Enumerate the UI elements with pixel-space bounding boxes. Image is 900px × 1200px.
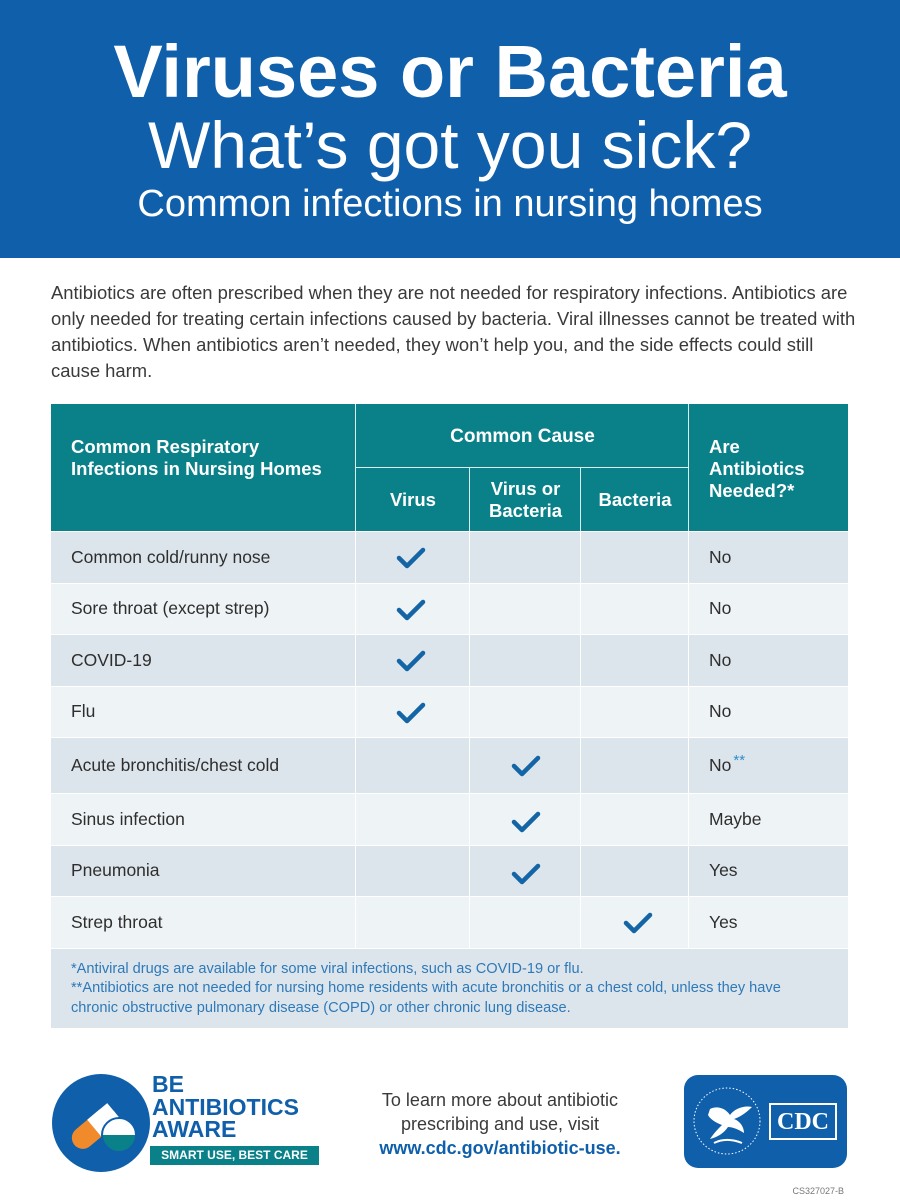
infection-name: Flu: [71, 701, 96, 722]
table-row: [51, 845, 848, 897]
checkmark-icon: [511, 754, 541, 778]
infection-name: Acute bronchitis/chest cold: [71, 755, 280, 775]
table-row: [51, 793, 848, 845]
footnote-marker: **: [733, 752, 746, 769]
answer-text: Yes: [709, 911, 738, 932]
wordmark-line: BE: [152, 1071, 184, 1097]
answer-text: No: [709, 755, 732, 775]
antibiotics-answer: [709, 846, 738, 897]
wordmark-line: AWARE: [152, 1116, 237, 1142]
column-divider: [580, 897, 581, 948]
column-divider: [580, 532, 581, 583]
infection-table: [51, 404, 848, 1028]
header-antibiotics-needed: Are Antibiotics Needed?*: [709, 436, 805, 501]
header-divider: [469, 468, 470, 531]
checkmark-icon: [623, 911, 653, 935]
column-divider: [355, 584, 356, 635]
column-divider: [355, 687, 356, 738]
infection-name: Common cold/runny nose: [71, 546, 271, 567]
column-divider: [469, 687, 470, 738]
header-divider: [356, 467, 689, 468]
table-row: [51, 583, 848, 635]
column-divider: [688, 738, 689, 793]
cdc-url-link[interactable]: www.cdc.gov/antibiotic-use.: [379, 1138, 621, 1158]
column-divider: [580, 738, 581, 793]
table-row: [51, 634, 848, 686]
antibiotics-answer: [709, 897, 738, 948]
learn-more-text: To learn more about antibiotic prescribing and use, visit: [381, 1090, 619, 1134]
cdc-wordmark: CDC: [769, 1103, 837, 1140]
checkmark-icon: [396, 701, 426, 725]
answer-text: No: [709, 598, 732, 619]
hhs-eagle-seal-icon: [688, 1079, 766, 1164]
header-bacteria: Bacteria: [598, 488, 672, 510]
antibiotics-answer: [709, 738, 745, 793]
answer-text: No: [709, 546, 732, 567]
document-code: CS327027-B: [792, 1186, 844, 1196]
column-divider: [355, 738, 356, 793]
cdc-logo: [684, 1075, 847, 1168]
infection-name: Strep throat: [71, 911, 163, 932]
column-divider: [355, 635, 356, 686]
column-divider: [580, 794, 581, 845]
answer-text: Yes: [709, 860, 738, 881]
column-divider: [469, 635, 470, 686]
checkmark-icon: [396, 649, 426, 673]
intro-paragraph: Antibiotics are often prescribed when they are not needed for respiratory infections. Antibiotics are only needed for treating certain infections caused by bacteria. Viral illnesses cannot be treated with antibiotics. When antibiotics aren’t needed, they won’t help you, and the side effects could still cause harm.: [51, 282, 856, 381]
antibiotics-answer: [709, 794, 762, 845]
footnote-bronchitis: **Antibiotics are not needed for nursing home residents with acute bronchitis or a chest cold, unless they have chronic obstructive pulmonary disease (COPD) or other chronic lung disease.: [71, 980, 781, 1016]
column-divider: [469, 846, 470, 897]
column-divider: [580, 584, 581, 635]
wordmark-line: ANTIBIOTICS: [152, 1093, 299, 1120]
be-antibiotics-aware-wordmark: [152, 1073, 299, 1141]
column-divider: [688, 687, 689, 738]
answer-text: No: [709, 701, 732, 722]
antibiotics-answer: [709, 584, 731, 635]
header-common-cause: Common Cause: [450, 426, 595, 447]
learn-more: [345, 1088, 655, 1160]
antibiotics-answer: [709, 532, 731, 583]
column-divider: [355, 532, 356, 583]
table-row: [51, 531, 848, 583]
column-divider: [688, 846, 689, 897]
column-divider: [688, 897, 689, 948]
infection-name: Sinus infection: [71, 808, 185, 829]
header-infections: Common Respiratory Infections in Nursing Homes: [71, 436, 322, 479]
infection-name: Pneumonia: [71, 860, 160, 881]
smart-use-badge: SMART USE, BEST CARE: [150, 1146, 319, 1165]
page-subtitle: What’s got you sick?: [147, 108, 753, 182]
checkmark-icon: [396, 546, 426, 570]
column-divider: [580, 687, 581, 738]
column-divider: [688, 532, 689, 583]
table-header: [51, 404, 848, 531]
answer-text: Maybe: [709, 808, 762, 829]
table-row: [51, 737, 848, 793]
header-banner: [0, 0, 900, 258]
answer-text: No: [709, 649, 732, 670]
column-divider: [469, 532, 470, 583]
antibiotics-answer: [709, 687, 731, 738]
infection-name: COVID-19: [71, 649, 152, 670]
table-row: [51, 686, 848, 738]
page-tagline: Common infections in nursing homes: [137, 183, 763, 225]
footnote-antiviral: *Antiviral drugs are available for some viral infections, such as COVID-19 or flu.: [71, 960, 584, 977]
column-divider: [355, 794, 356, 845]
be-antibiotics-aware-logo-icon: [51, 1073, 151, 1173]
antibiotics-answer: [709, 635, 731, 686]
column-divider: [355, 897, 356, 948]
column-divider: [688, 584, 689, 635]
checkmark-icon: [511, 862, 541, 886]
table-body: [51, 531, 848, 948]
column-divider: [355, 846, 356, 897]
header-virus-or-bacteria: Virus or Bacteria: [488, 477, 562, 521]
column-divider: [469, 584, 470, 635]
table-row: [51, 896, 848, 948]
header-divider: [580, 468, 581, 531]
column-divider: [580, 635, 581, 686]
header-virus: Virus: [390, 488, 436, 510]
column-divider: [688, 635, 689, 686]
column-divider: [469, 897, 470, 948]
footnotes: [51, 948, 848, 1029]
column-divider: [688, 794, 689, 845]
infection-name: Sore throat (except strep): [71, 598, 270, 619]
column-divider: [469, 738, 470, 793]
checkmark-icon: [511, 810, 541, 834]
column-divider: [580, 846, 581, 897]
checkmark-icon: [396, 598, 426, 622]
page-title: Viruses or Bacteria: [113, 30, 787, 113]
column-divider: [469, 794, 470, 845]
